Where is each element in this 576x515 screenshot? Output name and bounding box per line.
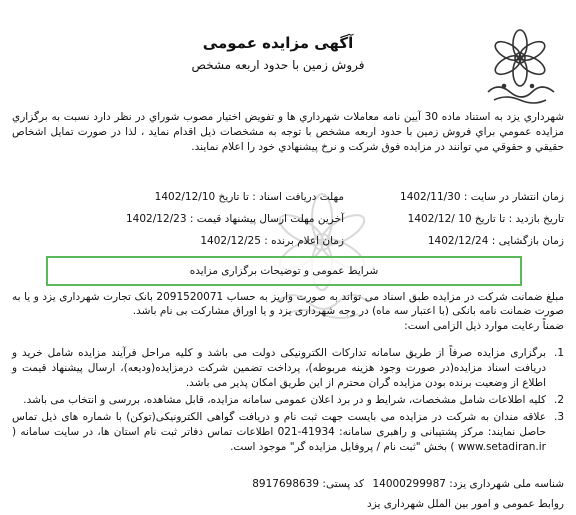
offer-deadline: آخرین مهلت ارسال پیشنهاد قیمت : 1402/12/23 [126, 213, 344, 225]
requirements-notice: ضمناً رعایت موارد ذیل الزامی است: [404, 320, 564, 332]
yazd-municipality-logo [474, 20, 566, 112]
postal-code: کد پستی: 8917698639 [252, 478, 364, 490]
document-deadline: مهلت دریافت اسناد : تا تاریخ 1402/12/10 [154, 191, 344, 203]
page-subtitle: فروش زمین با حدود اربعه مشخص [191, 58, 365, 72]
section-heading-box [46, 256, 522, 286]
condition-item [12, 346, 564, 391]
guarantee-paragraph: مبلغ ضمانت شرکت در مزایده طبق اسناد می تواند به صورت واریز به حساب 2091520071 بانک تجارت شهرداری یزد و یا به صورت ضمانت نامه بانکی (با اعتبار سه ماه) در وجه شهرداری یزد و یا اوراق مشارکت بی نام باشد. [12, 291, 564, 317]
condition-number: 3. [553, 411, 564, 423]
condition-number: 2. [553, 394, 564, 406]
footer-department: روابط عمومی و امور بین الملل شهرداری یزد [367, 498, 564, 510]
schedule-dates [60, 186, 564, 252]
conditions-list [12, 346, 564, 457]
footer-identifiers [60, 478, 564, 490]
date-row-3 [60, 230, 564, 252]
date-row-1 [60, 186, 564, 208]
winner-announcement-date: زمان اعلام برنده : 1402/12/25 [200, 235, 344, 247]
visit-date: تاریخ بازدید : تا تاریخ 10 /1402/12 [407, 213, 564, 225]
condition-text: برگزاری مزایده صرفاً از طریق سامانه تدارکات الکترونیکی دولت می باشد و کلیه مراحل فرآیند مزایده شامل خرید و دریافت اسناد مزایده(در صورت وجود هزینه مربوطه)، پرداخت تضمین شرکت درمزایده(ودیعه)، ارسال پیشنهاد قیمت و اطلاع از وضعیت برنده بودن مزایده گران محترم از این طریق امکان پذیر می باشد. [12, 347, 546, 389]
opening-date: زمان بازگشایی : 1402/12/24 [427, 235, 564, 247]
section-heading: شرایط عمومی و توضیحات برگزاری مزایده [189, 265, 379, 277]
condition-item [12, 393, 564, 408]
national-id: شناسه ملی شهرداری یزد: 14000299987 [372, 478, 564, 490]
condition-text: علاقه مندان به شرکت در مزایده می بایست جهت ثبت نام و دریافت گواهی الکترونیکی(توکن) با شماره های ذیل تماس حاصل نمایند: مرکز پشتیبانی و راهبری سامانه: 41934-021 اطلاعات تماس دفاتر ثبت نام استان ها، در سایت سامانه ( www.setadiran.ir ) بخش "ثبت نام / پروفایل مزایده گر" موجود است. [12, 411, 546, 453]
condition-item [12, 410, 564, 455]
page-title: آگهی مزایده عمومی [202, 34, 354, 52]
condition-number: 1. [553, 347, 564, 359]
condition-text: کلیه اطلاعات شامل مشخصات، شرایط و در برد اعلان عمومی سامانه مزایده، قابل مشاهده، بررسی و انتخاب می باشد. [23, 394, 546, 406]
publish-date: زمان انتشار در سایت : 1402/11/30 [400, 191, 564, 203]
date-row-2 [60, 208, 564, 230]
logo-emblem-icon [474, 20, 566, 112]
intro-paragraph: شهرداري يزد به استناد ماده 30 آيين نامه معاملات شهرداري ها و تفويض اختيار مصوب شوراي در نظر دارد نسبت به برگزاري مزايده عمومي براي فروش زمين با حدود اربعه مشخص با توجه به مشخصات ذيل اقدام نمايد ، لذا در صورت تمايل اشخاص حقيقي و حقوقي مي توانند در مزايده فوق شركت و نرخ پيشنهادي خود را اعلام نمايند. [12, 111, 565, 153]
